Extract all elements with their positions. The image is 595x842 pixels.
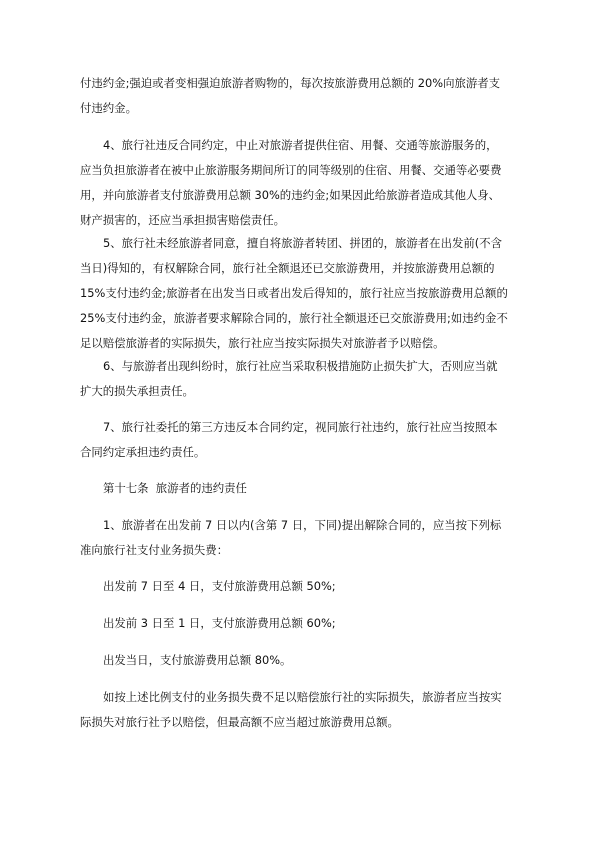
paragraph-clause-5 [80, 231, 520, 356]
text-line: 出发前 7 日至 4 日，支付旅游费用总额 50%; [103, 579, 336, 593]
paragraph-clause-4 [80, 133, 520, 233]
text-line: 6、与旅游者出现纠纷时，旅行社应当采取积极措施防止损失扩大，否则应当就 [103, 359, 498, 373]
paragraph-clause-6 [80, 354, 520, 404]
text-line: 5、旅行社未经旅游者同意，擅自将旅游者转团、拼团的，旅游者在出发前(不含 [103, 236, 502, 250]
paragraph-fee-same-day [80, 648, 520, 673]
paragraph-fee-3-1-days [80, 611, 520, 636]
text-line: 1、旅游者在出发前 7 日以内(含第 7 日，下同)提出解除合同的，应当按下列标 [103, 518, 502, 532]
text-line: 准向旅行社支付业务损失费： [80, 543, 229, 557]
text-line: 合同约定承担违约责任。 [80, 445, 206, 459]
article-heading [80, 476, 520, 501]
text-line: 应当负担旅游者在被中止旅游服务期间所订的同等级别的住宿、用餐、交通等必要费 [80, 163, 502, 177]
text-line: 付违约金;强迫或者变相强迫旅游者购物的，每次按旅游费用总额的 20%向旅游者支 [80, 76, 501, 90]
paragraph-continuation [80, 71, 520, 121]
text-line: 扩大的损失承担责任。 [80, 384, 194, 398]
text-line: 第十七条 旅游者的违约责任 [103, 481, 247, 495]
text-line: 如按上述比例支付的业务损失费不足以赔偿旅行社的实际损失，旅游者应当按实 [103, 690, 502, 704]
text-line: 7、旅行社委托的第三方违反本合同约定，视同旅行社违约，旅行社应当按照本 [103, 420, 498, 434]
paragraph-clause-1 [80, 513, 520, 563]
text-line: 用，并向旅游者支付旅游费用总额 30%的违约金;如果因此给旅游者造成其他人身、 [80, 188, 501, 202]
text-line: 付违约金。 [80, 101, 137, 115]
paragraph-compensation [80, 685, 520, 735]
text-line: 当日)得知的，有权解除合同，旅行社全额退还已交旅游费用，并按旅游费用总额的 [80, 261, 495, 275]
text-line: 出发当日，支付旅游费用总额 80%。 [103, 653, 292, 667]
paragraph-fee-7-4-days [80, 574, 520, 599]
text-line: 15%支付违约金;旅游者在出发当日或者出发后得知的，旅行社应当按旅游费用总额的 [80, 286, 508, 300]
text-line: 出发前 3 日至 1 日，支付旅游费用总额 60%; [103, 616, 336, 630]
text-line: 财产损害的，还应当承担损害赔偿责任。 [80, 213, 286, 227]
text-line: 足以赔偿旅游者的实际损失，旅行社应当按实际损失对旅游者予以赔偿。 [80, 336, 445, 350]
text-line: 25%支付违约金，旅游者要求解除合同的，旅行社全额退还已交旅游费用;如违约金不 [80, 311, 508, 325]
paragraph-clause-7 [80, 415, 520, 465]
text-line: 4、旅行社违反合同约定，中止对旅游者提供住宿、用餐、交通等旅游服务的， [103, 138, 498, 152]
text-line: 际损失对旅行社予以赔偿，但最高额不应当超过旅游费用总额。 [80, 715, 399, 729]
